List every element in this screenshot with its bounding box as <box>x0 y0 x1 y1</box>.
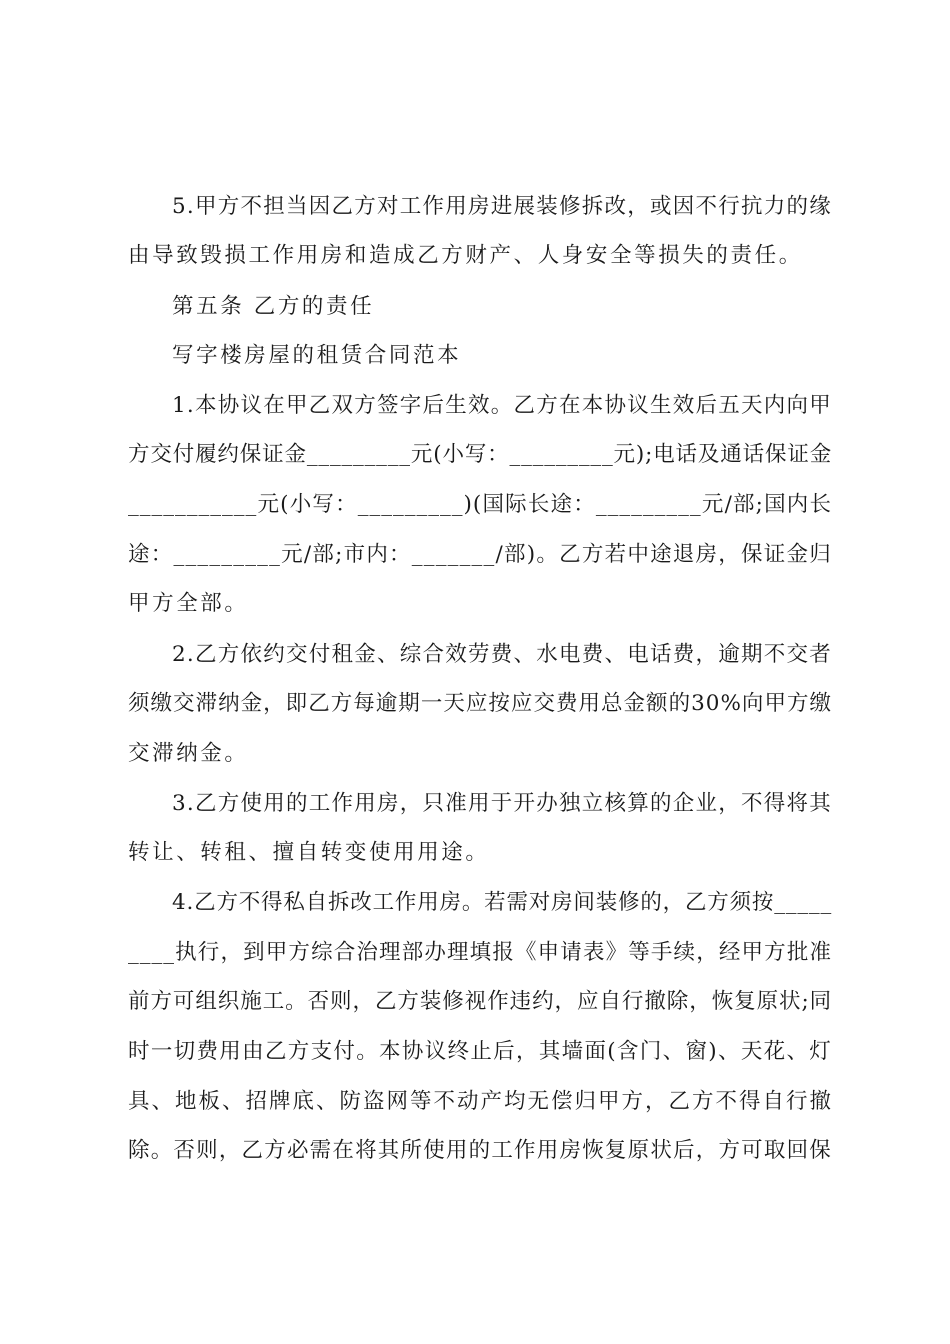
paragraph-5-line-2: 由导致毁损工作用房和造成乙方财产、人身安全等损失的责任。 <box>128 243 803 268</box>
paragraph-4-line-3: 前方可组织施工。否则，乙方装修视作违约，应自行撤除，恢复原状;同 <box>128 989 832 1014</box>
paragraph-1-line-3: ___________元(小写：_________)(国际长途：_________元/部;国内长 <box>128 492 832 517</box>
paragraph-4-line-6: 除。否则，乙方必需在将其所使用的工作用房恢复原状后，方可取回保 <box>128 1138 832 1163</box>
paragraph-4-line-4: 时一切费用由乙方支付。本协议终止后，其墙面(含门、窗)、天花、灯 <box>128 1039 832 1064</box>
paragraph-4-line-2: ____执行，到甲方综合治理部办理填报《申请表》等手续，经甲方批准 <box>128 940 832 965</box>
paragraph-4-line-5: 具、地板、招牌底、防盗网等不动产均无偿归甲方，乙方不得自行撤 <box>128 1089 834 1114</box>
paragraph-2-line-1: 2.乙方依约交付租金、综合效劳费、水电费、电话费，逾期不交者 <box>172 642 832 667</box>
paragraph-1-line-4: 途：_________元/部;市内：_______/部)。乙方若中途退房，保证金归 <box>128 542 832 567</box>
paragraph-4-line-1: 4.乙方不得私自拆改工作用房。若需对房间装修的，乙方须按_____ <box>172 890 832 915</box>
paragraph-2-line-3: 交滞纳金。 <box>128 741 249 766</box>
paragraph-3-line-1: 3.乙方使用的工作用房，只准用于开办独立核算的企业，不得将其 <box>172 791 832 816</box>
paragraph-2-line-2: 须缴交滞纳金，即乙方每逾期一天应按应交费用总金额的30%向甲方缴 <box>128 691 832 716</box>
paragraph-5-line-1: 5.甲方不担当因乙方对工作用房进展装修拆改，或因不行抗力的缘 <box>172 194 832 219</box>
paragraph-1-line-5: 甲方全部。 <box>128 591 249 616</box>
paragraph-3-line-2: 转让、转租、擅自转变使用用途。 <box>128 840 490 865</box>
document-title: 写字楼房屋的租赁合同范本 <box>172 343 462 368</box>
paragraph-1-line-1: 1.本协议在甲乙双方签字后生效。乙方在本协议生效后五天内向甲 <box>172 393 832 418</box>
paragraph-1-line-2: 方交付履约保证金_________元(小写：_________元);电话及通话保证金 <box>128 442 832 467</box>
section-heading: 第五条 乙方的责任 <box>172 294 375 319</box>
